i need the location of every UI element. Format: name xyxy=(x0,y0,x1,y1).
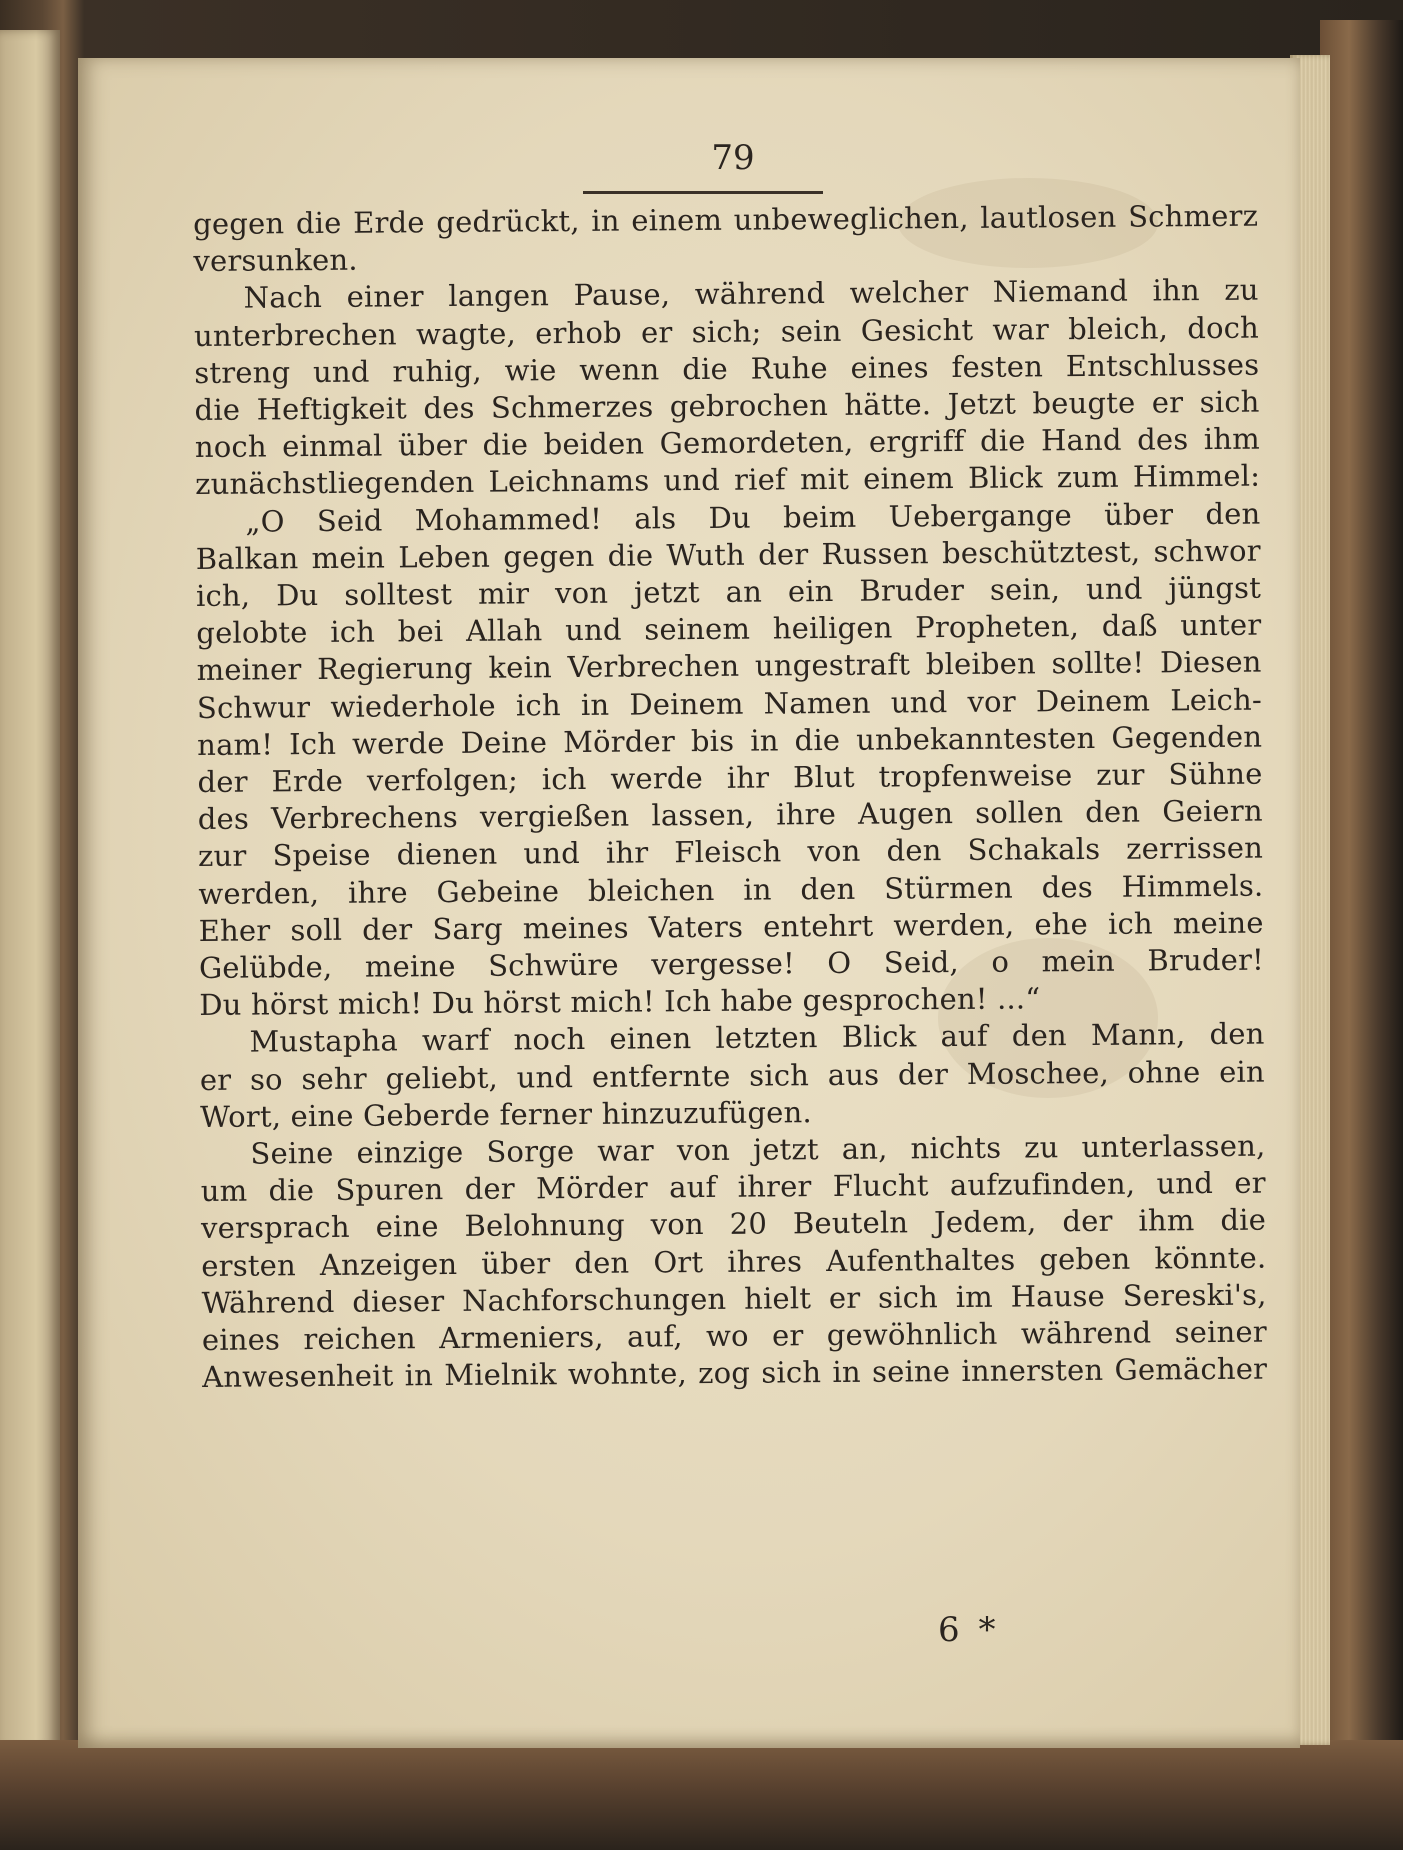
signature-mark: 6 * xyxy=(938,1610,1000,1650)
text-line: Seine einzige Sorge war von jetzt an, nichts zu unterlassen, xyxy=(250,1128,1266,1171)
text-line: noch einmal über die beiden Gemordeten, ergriff die Hand des ihm xyxy=(194,421,1260,465)
text-line: Wort, eine Geberde ferner hinzuzufügen. xyxy=(200,1095,812,1134)
text-line: Balkan mein Leben gegen die Wuth der Russen beschütztest, schwor xyxy=(195,533,1261,576)
text-line: um die Spuren der Mörder auf ihrer Flucht aufzufinden, und er xyxy=(200,1165,1266,1209)
body-text xyxy=(193,198,1267,1397)
book-cover-bottom xyxy=(0,1740,1403,1850)
text-line: „O Seid Mohammed! als Du beim Uebergange über den xyxy=(245,496,1261,539)
text-line: eines reichen Armeniers, auf, wo er gewöhnlich während seiner xyxy=(201,1314,1268,1358)
text-line: Schwur wiederhole ich in Deinem Namen und vor Deinem Leich- xyxy=(196,682,1263,725)
text-line: Nach einer langen Pause, während welcher Niemand ihn zu xyxy=(243,273,1259,316)
text-line: werden, ihre Gebeine bleichen in den Stürmen des Himmels. xyxy=(198,868,1264,911)
header-rule xyxy=(583,191,823,194)
text-line: gelobte ich bei Allah und seinem heiligen Propheten, daß unter xyxy=(196,607,1262,651)
text-line: des Verbrechens vergießen lassen, ihre Augen sollen den Geiern xyxy=(197,793,1263,837)
text-line: zur Speise dienen und ihr Fleisch von den Schakals zerrissen xyxy=(197,831,1264,874)
text-line: streng und ruhig, wie wenn die Ruhe eines festen Entschlusses xyxy=(194,347,1260,390)
book-page xyxy=(78,58,1300,1748)
left-page-edge xyxy=(0,30,60,1750)
text-line: Gelübde, meine Schwüre vergesse! O Seid, o mein Bruder! xyxy=(198,942,1265,986)
text-line: unterbrechen wagte, erhob er sich; sein Gesicht war bleich, doch xyxy=(193,310,1260,353)
text-line: Anwesenheit in Mielnik wohnte, zog sich in seine innersten Gemächer xyxy=(202,1351,1268,1395)
book-cover-right xyxy=(1320,20,1403,1850)
text-line: Eher soll der Sarg meines Vaters entehrt werden, ehe ich meine xyxy=(198,905,1264,948)
text-line: die Heftigkeit des Schmerzes gebrochen hätte. Jetzt beugte er sich xyxy=(194,384,1260,428)
text-line: der Erde verfolgen; ich werde ihr Blut tropfenweise zur Sühne xyxy=(197,756,1263,800)
text-line: versprach eine Belohnung von 20 Beuteln Jedem, der ihm die xyxy=(200,1203,1267,1246)
text-line: Mustapha warf noch einen letzten Blick auf den Mann, den xyxy=(249,1017,1265,1060)
text-line: zunächstliegenden Leichnams und rief mit einem Blick zum Himmel: xyxy=(195,459,1261,502)
text-line: ich, Du solltest mir von jetzt an ein Bruder sein, und jüngst xyxy=(195,570,1262,614)
text-line: Du hörst mich! Du hörst mich! Ich habe gesprochen! ...“ xyxy=(199,981,1041,1023)
text-line: versunken. xyxy=(193,242,358,279)
text-line: nam! Ich werde Deine Mörder bis in die unbekanntesten Gegenden xyxy=(197,719,1263,762)
text-line: Während dieser Nachforschungen hielt er sich im Hause Sereski's, xyxy=(201,1277,1267,1320)
text-line: gegen die Erde gedrückt, in einem unbeweglichen, lautlosen Schmerz xyxy=(193,198,1259,241)
text-line: er so sehr geliebt, und entfernte sich aus der Moschee, ohne ein xyxy=(199,1054,1265,1097)
text-line: meiner Regierung kein Verbrechen ungestraft bleiben sollte! Diesen xyxy=(196,645,1262,688)
text-line: ersten Anzeigen über den Ort ihres Aufenthaltes geben könnte. xyxy=(201,1240,1267,1283)
page-number: 79 xyxy=(711,138,755,178)
